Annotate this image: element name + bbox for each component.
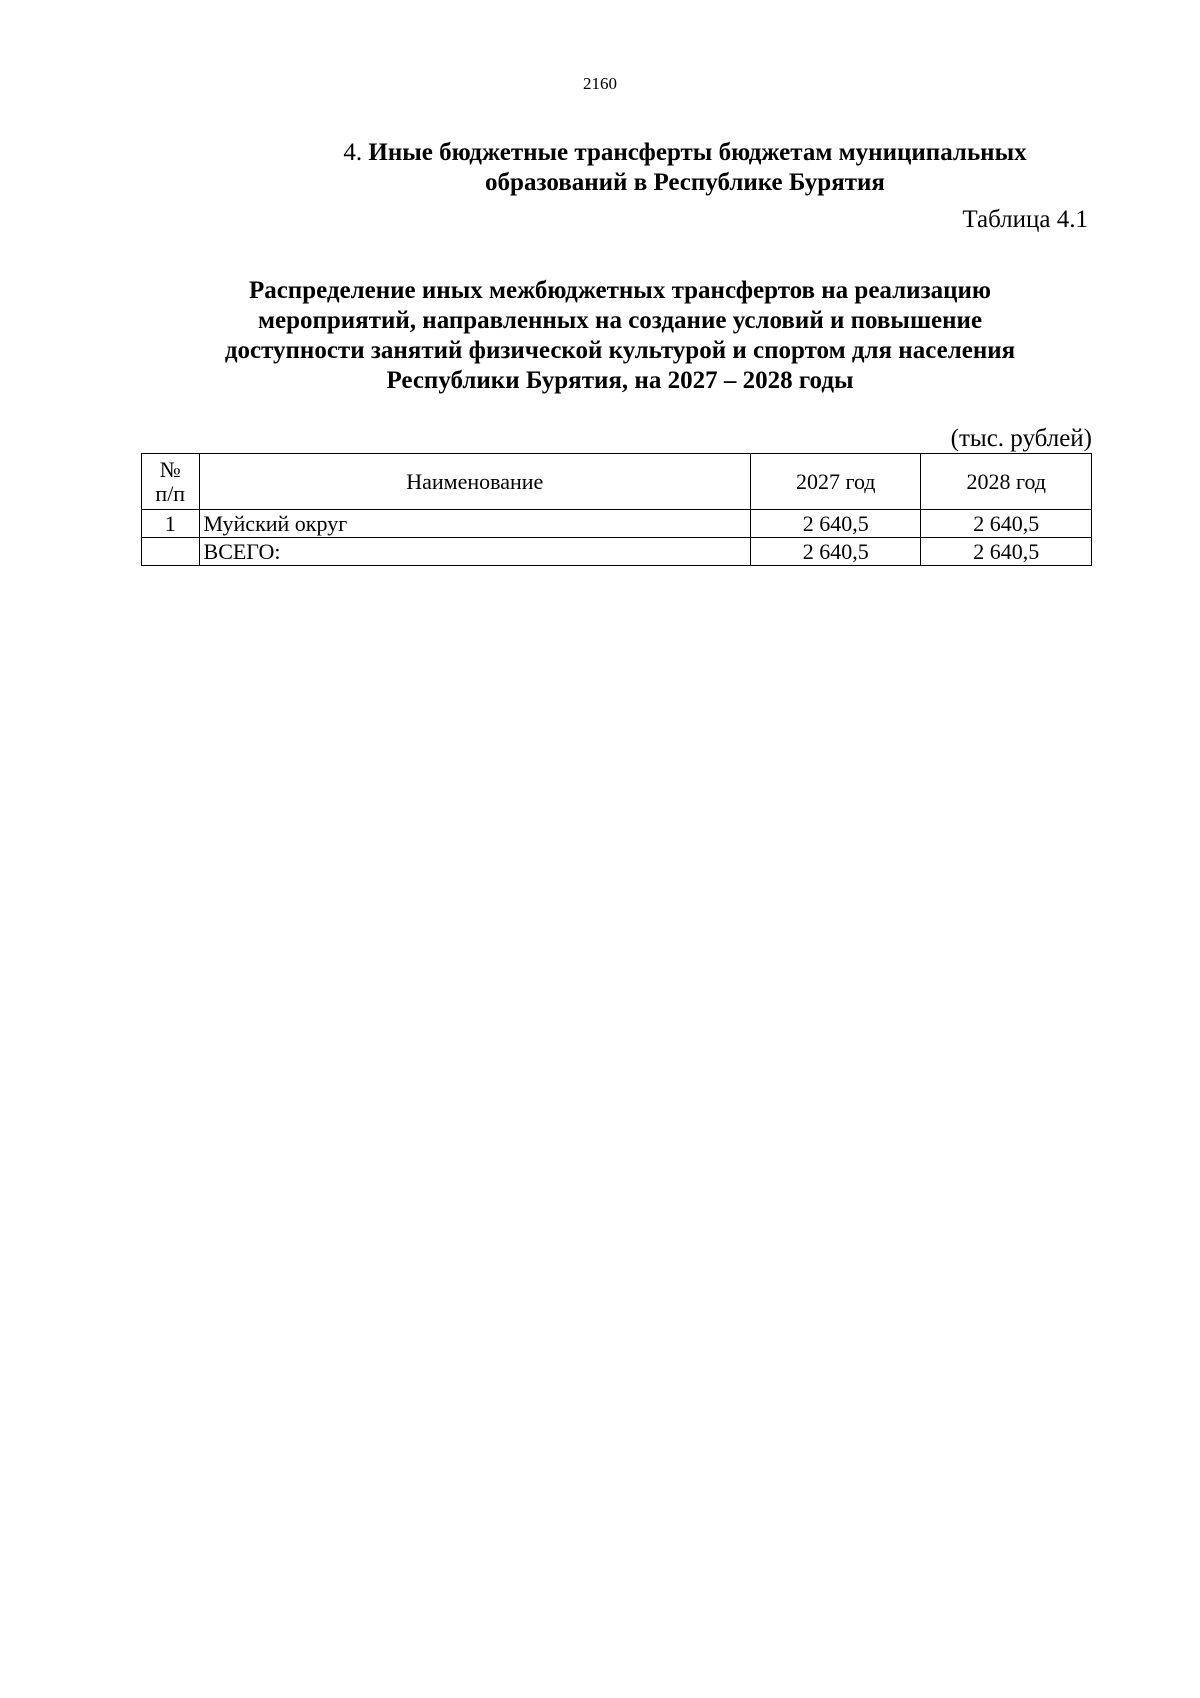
row-number <box>142 538 200 566</box>
header-name: Наименование <box>199 454 751 510</box>
row-name: ВСЕГО: <box>199 538 751 566</box>
section-title-line-2: образований в Республике Бурятия <box>485 169 885 196</box>
table-header <box>142 454 1092 510</box>
header-year-2027: 2027 год <box>751 454 921 510</box>
row-value-2027: 2 640,5 <box>751 538 921 566</box>
table-body <box>142 510 1092 566</box>
table-title-line-3: доступности занятий физической культурой и спортом для населения <box>224 337 1016 364</box>
table-title <box>140 276 1100 396</box>
section-title-line-1: Иные бюджетные трансферты бюджетам муниципальных <box>368 139 1027 166</box>
table-title-line-4: Республики Бурятия, на 2027 – 2028 годы <box>386 367 854 394</box>
row-number: 1 <box>142 510 200 538</box>
row-value-2027: 2 640,5 <box>751 510 921 538</box>
header-number-line-2: п/п <box>155 480 186 506</box>
section-number: 4. <box>343 139 363 166</box>
row-value-2028: 2 640,5 <box>921 538 1092 566</box>
table-title-line-2: мероприятий, направленных на создание условий и повышение <box>257 307 983 334</box>
header-number <box>142 454 200 510</box>
header-year-2028: 2028 год <box>921 454 1092 510</box>
section-heading <box>250 138 1120 198</box>
table-label: Таблица 4.1 <box>962 206 1088 233</box>
table-title-line-1: Распределение иных межбюджетных трансфертов на реализацию <box>248 277 992 304</box>
row-value-2028: 2 640,5 <box>921 510 1092 538</box>
page-number: 2160 <box>583 74 617 93</box>
table-row-total <box>142 538 1092 566</box>
units-label: (тыс. рублей) <box>950 425 1092 452</box>
table-row <box>142 510 1092 538</box>
row-name: Муйский округ <box>199 510 751 538</box>
transfers-table <box>141 453 1092 566</box>
header-number-line-1: № <box>159 456 181 482</box>
table-header-row <box>142 454 1092 510</box>
